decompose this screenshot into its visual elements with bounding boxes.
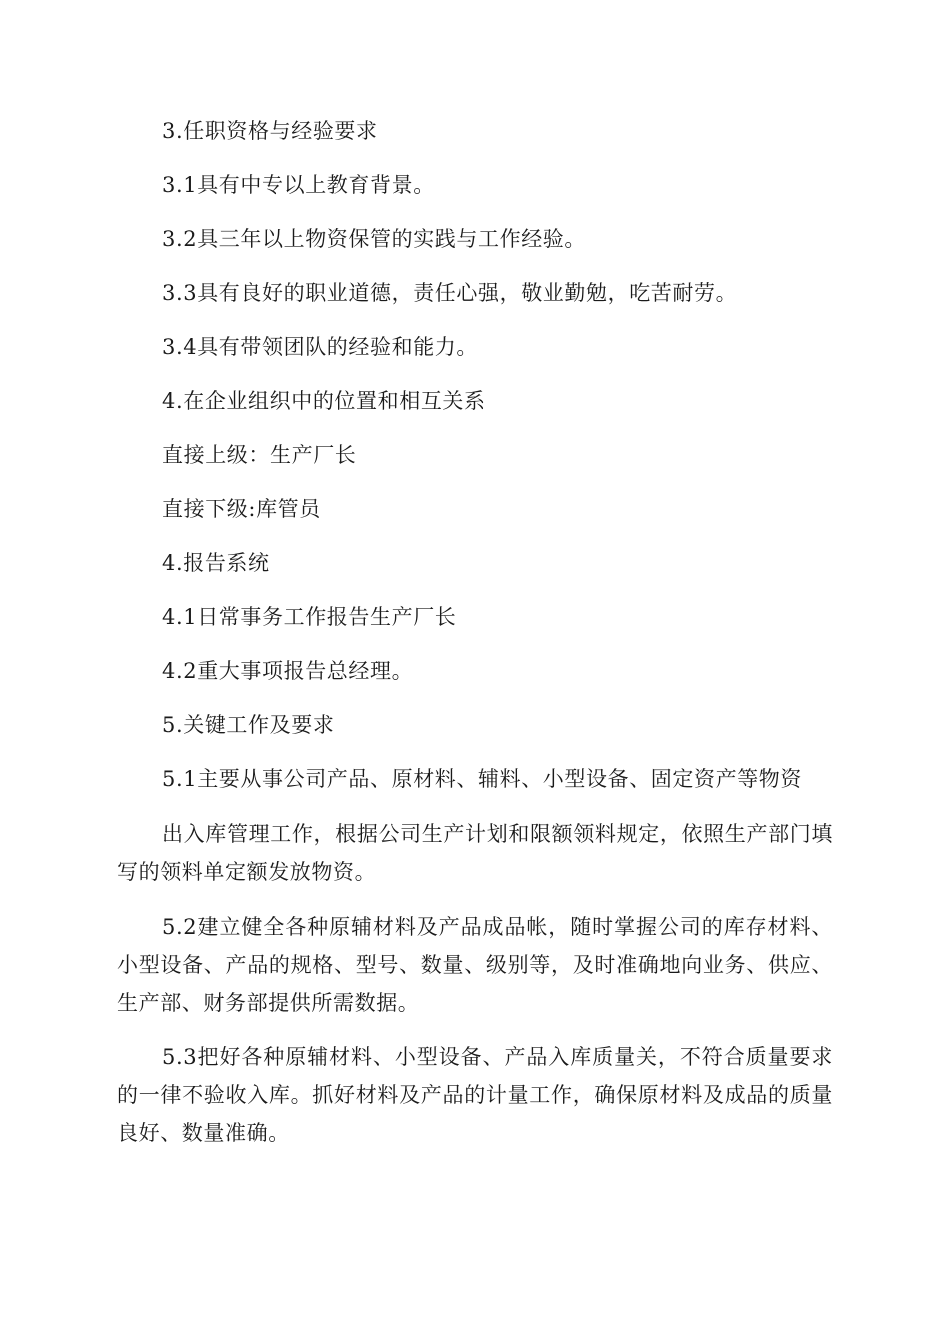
section-3-heading: 3.任职资格与经验要求 [162,119,378,143]
item-3-4: 3.4具有带领团队的经验和能力。 [162,335,478,359]
direct-subordinate: 直接下级:库管员 [162,497,321,521]
item-3-3: 3.3具有良好的职业道德，责任心强，敬业勤勉，吃苦耐劳。 [162,281,738,305]
reporting-system-heading: 4.报告系统 [162,551,270,575]
item-5-2: 5.2建立健全各种原辅材料及产品成品帐，随时掌握公司的库存材料、小型设备、产品的规格、型号、数量、级别等，及时准确地向业务、供应、生产部、财务部提供所需数据。 [117,915,833,1015]
item-4-1: 4.1日常事务工作报告生产厂长 [162,605,457,629]
item-4-2: 4.2重大事项报告总经理。 [162,659,414,683]
section-4-heading: 4.在企业组织中的位置和相互关系 [162,389,486,413]
item-3-2: 3.2具三年以上物资保管的实践与工作经验。 [162,227,586,251]
item-5-1-continuation: 出入库管理工作，根据公司生产计划和限额领料规定，依照生产部门填写的领料单定额发放物资。 [117,822,833,884]
direct-superior: 直接上级：生产厂长 [162,443,357,467]
section-5-heading: 5.关键工作及要求 [162,713,335,737]
item-3-1: 3.1具有中专以上教育背景。 [162,173,435,197]
item-5-3: 5.3把好各种原辅材料、小型设备、产品入库质量关，不符合质量要求的一律不验收入库。抓好材料及产品的计量工作，确保原材料及成品的质量良好、数量准确。 [117,1045,833,1145]
item-5-1-first-line: 5.1主要从事公司产品、原材料、辅料、小型设备、固定资产等物资 [162,767,802,791]
